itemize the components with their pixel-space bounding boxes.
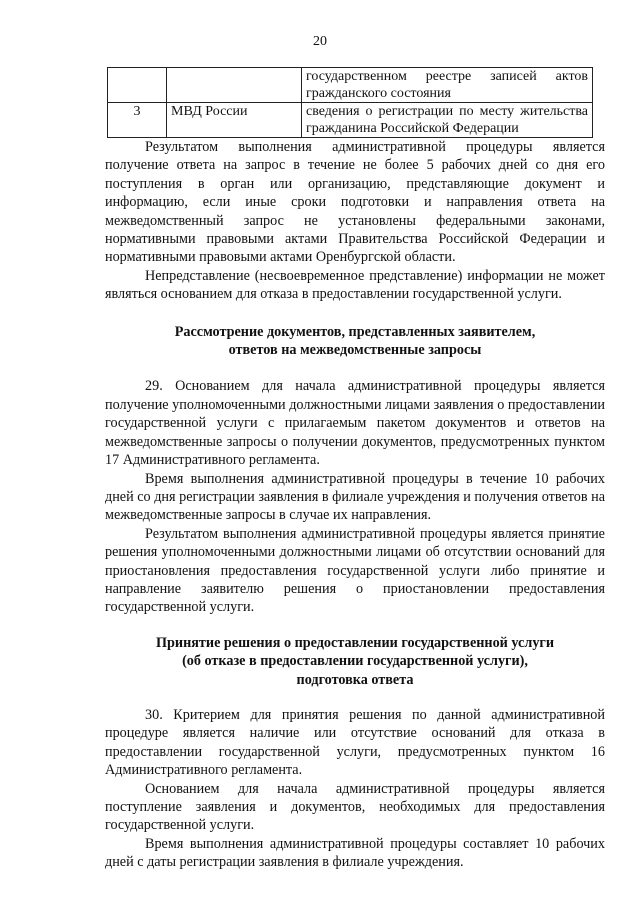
- heading-line: (об отказе в предоставлении государственной услуги),: [182, 653, 528, 670]
- heading-line: подготовка ответа: [296, 671, 414, 688]
- page-number: 20: [313, 34, 327, 49]
- table-cell-information: государственном реестре записей актов гражданского состояния: [302, 68, 593, 103]
- table-cell-organization: МВД России: [167, 103, 302, 138]
- heading-line: Принятие решения о предоставлении государственной услуги: [155, 634, 555, 651]
- table-row: [108, 68, 593, 103]
- paragraph: 30. Критерием для принятия решения по данной административной процедуре является наличие или отсутствие оснований для отказа в предоставлении государственной услуги, предусмотренных пунктом 16 Административного регламента.: [105, 706, 605, 779]
- table-row: [108, 103, 593, 138]
- document-body: [105, 138, 605, 872]
- paragraph: Непредставление (несвоевременное представление) информации не может являться основанием для отказа в предоставлении государственной услуги.: [105, 267, 605, 303]
- heading-line: Рассмотрение документов, представленных заявителем,: [174, 323, 536, 340]
- paragraph: 29. Основанием для начала административной процедуры является получение уполномоченными должностными лицами заявления о предоставлении государственной услуги с прилагаемым пакетом документов и ответов на межведомственные запросы о получении документов, предусмотренных пунктом 17 Административного регламента.: [105, 378, 605, 469]
- heading-line: ответов на межведомственные запросы: [228, 342, 482, 359]
- paragraph: Время выполнения административной процедуры составляет 10 рабочих дней с даты регистрации заявления в филиале учреждения.: [105, 835, 605, 871]
- table-cell-number: 3: [108, 103, 167, 138]
- paragraph: Результатом выполнения административной процедуры является принятие решения уполномоченными должностными лицами об отсутствии оснований для приостановления предоставления государственной услуги либо принятие и направление заявителю решения о приостановлении предоставления государственной услуги.: [105, 525, 605, 616]
- table-cell-information: сведения о регистрации по месту жительства гражданина Российской Федерации: [302, 103, 593, 138]
- section-heading: [105, 634, 605, 689]
- paragraph: Время выполнения административной процедуры в течение 10 рабочих дней со дня регистрации заявления в филиале учреждения и получения ответов на межведомственные запросы в случае их направления.: [105, 470, 605, 524]
- agencies-table: [107, 67, 593, 138]
- paragraph: Основанием для начала административной процедуры является поступление заявления и документов, необходимых для предоставления государственной услуги.: [105, 780, 605, 834]
- table-cell-number: [108, 68, 167, 103]
- section-heading: [105, 323, 605, 360]
- paragraph: Результатом выполнения административной процедуры является получение ответа на запрос в течение не более 5 рабочих дней со дня его поступления в орган или организацию, представляющие документ и информацию, если иные сроки подготовки и направления ответа на межведомственный запрос не установлены федеральными законами, нормативными правовыми актами Правительства Российской Федерации и нормативными правовыми актами Оренбургской области.: [105, 139, 605, 266]
- table-cell-organization: [167, 68, 302, 103]
